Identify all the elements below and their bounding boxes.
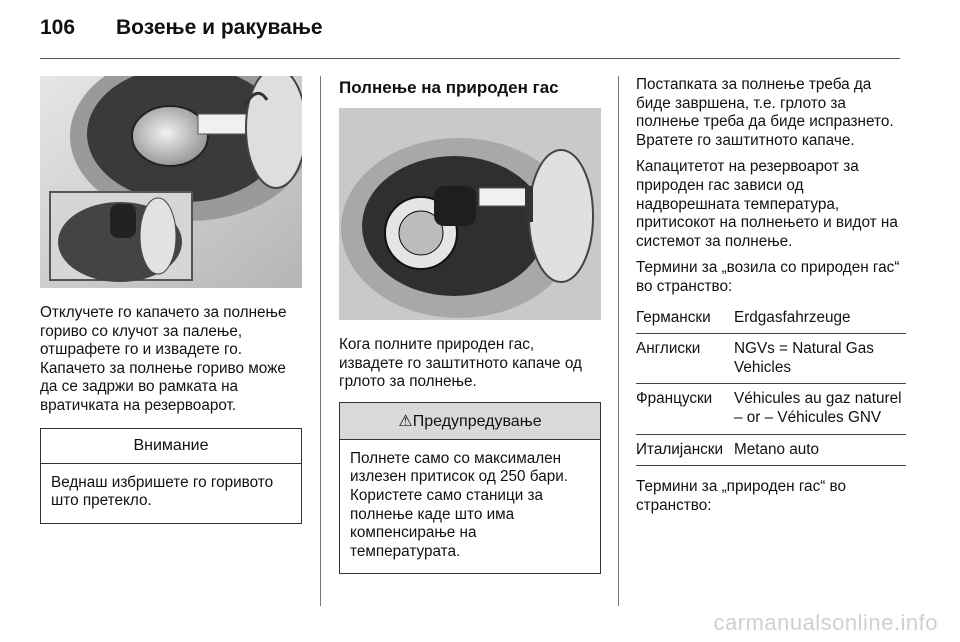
instruction-paragraph: Отклучете го капачето за полнење гориво со клучот за палење, отшрафете го и извадете го. Капачето за полнење гориво може да се задржи во рамката на вратичката на резервоарот. [40,304,287,414]
warning-box [339,402,601,575]
column-divider-2 [618,76,619,606]
page-title: Возење и ракување [116,16,323,39]
term-row [636,384,906,434]
page-number: 106 [40,16,76,39]
term-value: Erdgasfahrzeuge [734,308,851,326]
warning-text: Полнете само со максимален излезен притисок од 250 бари. Користете само станици за полнење каде што има компенсирање на температурата. [350,449,569,560]
terms-table [636,303,906,467]
terms-intro-paragraph: Термини за „возила со природен гас“ во странство: [636,259,900,295]
column-2 [339,76,601,574]
page-header [40,16,900,56]
watermark: carmanualsonline.info [713,610,938,635]
warning-header [340,403,600,440]
notice-text: Веднаш избришете го горивото што претекло. [51,473,274,510]
term-row [636,334,906,384]
warning-triangle-icon: ⚠ [398,412,413,430]
fuel-cap-illustration [40,76,302,288]
notice-box [40,428,302,524]
gas-terms-paragraph: Термини за „природен гас“ во странство: [636,478,847,514]
notice-title: Внимание [41,429,301,464]
header-divider [40,58,900,59]
column-1 [40,76,302,524]
cap-removal-paragraph: Кога полните природен гас, извадете го заштитното капаче од грлото за полнење. [339,336,582,391]
term-value: NGVs = Natural Gas Vehicles [734,340,874,376]
column-divider-1 [320,76,321,606]
natural-gas-nozzle-illustration [339,108,601,320]
capacity-paragraph: Капацитетот на резервоарот за природен гас зависи од надворешната температура, притисокот на полнењето и видот на системот за полнење. [636,158,898,250]
term-row [636,303,906,335]
term-row [636,435,906,467]
column-3 [636,76,906,515]
warning-title: Предупредување [412,412,542,430]
term-language: Француски [636,390,713,408]
term-language: Германски [636,308,711,326]
term-value: Metano auto [734,440,820,458]
term-language: Англиски [636,340,701,358]
procedure-paragraph: Постапката за полнење треба да биде завршена, т.е. грлото за полнење треба да биде испразнето. Вратете го заштитното капаче. [636,76,894,149]
term-language: Италијански [636,440,724,458]
section-heading: Полнење на природен гас [339,78,559,97]
term-value: Véhicules au gaz naturel – or – Véhicules GNV [734,390,902,426]
